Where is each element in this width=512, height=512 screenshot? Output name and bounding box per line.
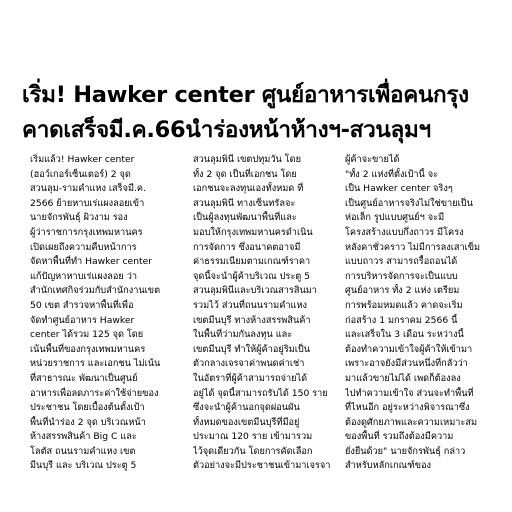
article-line: มาแล้วขายไม่ได้ เพดก็ต้องลง — [345, 372, 461, 384]
article-line: เพราะอาจยังมีส่วนหนึ่งที่กลัวว่า — [345, 358, 468, 370]
article-line: โครงสร้างแบบกึ่งถาวร มีโครง — [345, 226, 464, 238]
article-line: ในพื้นที่ว่ามกันลงทุน และ — [193, 329, 293, 341]
headline-line-2: คาดเสร็จมี.ค.66นำร่องหน้าห้างฯ-สวนลุมฯ — [22, 117, 431, 143]
article-line: ซึ่งจะนำผู้ค้านอกจุดผ่อนผัน — [193, 402, 300, 414]
article-line: ทั้ง 2 จุด เป็นที่เอกชน โดย — [193, 168, 297, 180]
article-line: โลตัส ถนนรามคำแหง เขต — [30, 445, 136, 457]
article-line: แบบถาวร สามารถรื้อถอนได้ — [345, 256, 458, 268]
article-line: หลังคาชั่วคราว ไม่มีการลงเสาเข็ม — [345, 241, 481, 253]
article-line: center ได้รวม 125 จุด โดย — [30, 329, 144, 341]
article-line: หน่วยราชการ และเอกชน ไม่เน้น — [30, 358, 161, 370]
article-line: เน้นพื้นที่ของกรุงเทพมหานคร — [30, 343, 146, 355]
article-line: อยู่ได้ จุดนี้สามารถรับได้ 150 ราย — [193, 387, 328, 399]
article-line: เปิดเผยถึงความคืบหน้าการ — [30, 241, 137, 253]
article-line: สำนักเทศกิจร่วมกับสำนักงานเขต — [30, 285, 161, 297]
article-line: เอกชนจะลงทุนเองทั้งหมด ที่ — [193, 183, 304, 195]
article-line: 2566 ย้ายหาบเร่แผงลอยเข้า — [30, 197, 145, 209]
article-line: เป็น Hawker center จริงๆ — [345, 183, 453, 195]
article-line: ห่อเล็ก รูปแบบศูนย์ฯ จะมี — [345, 212, 445, 224]
article-line: จุดนี้จะนำผู้ค้าบริเวณ ประตู 5 — [193, 270, 311, 282]
article-line: สวนลุมพินี เขตปทุมวัน โดย — [193, 154, 301, 165]
article-line: ผู้ค้าจะขายได้ — [345, 154, 400, 165]
article-line: แก้ปัญหาหาบเร่แผงลอย ว่า — [30, 270, 138, 282]
article-line: มีนบุรี และ บริเวณ ประตู 5 — [30, 460, 137, 472]
article-column-1 — [30, 153, 192, 474]
headline — [22, 78, 492, 148]
article-line: การบริหารจัดการจะเป็นแบบ — [345, 270, 458, 282]
article-line: จัดทำศูนย์อาหาร Hawker — [30, 314, 135, 326]
article-line: ห้างสรรพสินค้า Big C และ — [30, 431, 137, 443]
article-line: จัดหาพื้นที่ทำ Hawker center — [30, 256, 153, 268]
article-line: เป็นผู้ลงทุนพัฒนาพื้นที่และ — [193, 212, 297, 224]
article-line: ที่สาธารณะ พัฒนาเป็นศูนย์ — [30, 372, 138, 384]
article-line: รวมไว้ ส่วนที่ถนนรามคำแหง — [193, 299, 307, 311]
article-line: "ทั้ง 2 แห่งที่ตั้งเป้านี้ จะ — [345, 168, 439, 180]
article-line: ต้องทำความเข้าใจผู้ค้าให้เข้ามา — [345, 343, 473, 355]
article-line: ผู้ว่าราชการกรุงเทพมหานคร — [30, 226, 143, 238]
article-line: ก่อสร้าง 1 มกราคม 2566 นี้ — [345, 314, 458, 326]
article-line: การพร้อมหมดแล้ว คาดจะเริ่ม — [345, 299, 463, 311]
article-line: ต้องดูศักยภาพและความเหมาะสม — [345, 416, 478, 428]
article-line: เริ่มแล้ว! Hawker center — [30, 154, 135, 165]
article-line: ตัวกลางเจรจาค่าพนดค่าเช่า — [193, 358, 305, 370]
article-line: ไปทำความเข้าใจ ส่วนจะทำพื้นที่ — [345, 387, 474, 399]
article-line: ค่าธรรมเนียมตามเกณฑ์ราคา — [193, 256, 311, 268]
headline-line-1: เริ่ม! Hawker center ศูนย์อาหารเพื่อคนกรุง — [22, 82, 469, 108]
article-line: ประมาณ 120 ราย เข้ามารวม — [193, 431, 313, 443]
article-line: พื้นที่นำร่อง 2 จุด บริเวณหน้า — [30, 416, 146, 428]
article-line: ยั่งยืนด้วย" นายจักรพันธุ์ กล่าว — [345, 445, 466, 457]
article-line: อาหารเพื่อลดภาระค่าใช้จ่ายของ — [30, 387, 159, 399]
article-line: มอบให้กรุงเทพมหานครดำเนิน — [193, 226, 313, 238]
article-line: เขตมีนบุรี ทางห้างสรรพสินค้า — [193, 314, 311, 326]
article-line: ศูนย์อาหาร ทั้ง 2 แห่ง เตรียม — [345, 285, 460, 297]
article-line: ประชาชน โดยเบื้องต้นตั้งเป้า — [30, 402, 145, 414]
article-column-2 — [193, 153, 355, 474]
article-line: นายจักรพันธุ์ ผิวงาม รอง — [30, 212, 128, 224]
article-line: เขตมีนบุรี ทำให้ผู้ค้าอยู่ริมเป็น — [193, 343, 311, 355]
article-line: การจัดการ ซึ่งอนาคตอาจมี — [193, 241, 301, 253]
article-line: ทั้งหมดของเขตมีนบุรีที่มีอยู่ — [193, 416, 300, 428]
article-line: และเสร็จใน 3 เดือน ระหว่างนี้ — [345, 329, 464, 341]
article-column-3 — [345, 153, 495, 474]
article-line: 50 เขต สำรวจหาพื้นที่เพื่อ — [30, 299, 134, 311]
article-line: สำหรับหลักเกณฑ์ของ — [345, 460, 431, 472]
article-line: (ฮอว์เกอร์เซ็นเตอร์) 2 จุด — [30, 168, 131, 180]
article-line: สวนลุมพินี ทางเซ็นทรัลจะ — [193, 197, 296, 209]
article-line: ในอัตราที่ผู้ค้าสามารถจ่ายได้ — [193, 372, 308, 384]
article-line: เป็นศูนย์อาหารจริงไม่ใช่ขายเป็น — [345, 197, 473, 209]
article-line: ที่ไหนอีก อยู่ระหว่างพิจารณาซึ่ง — [345, 402, 470, 414]
article-line: ตัวอย่างจะมีประชาชนเข้ามาเจรจา — [193, 460, 331, 472]
article-line: ไว้จุดเดียวกัน โดยการคัดเลือก — [193, 445, 313, 457]
article-line: ของพื้นที่ รวมถึงต้องมีความ — [345, 431, 454, 443]
article-line: สวนลุมพินีและบริเวณสารสินมา — [193, 285, 317, 297]
article-line: สวนลุม-รามคำแหง เสร็จมี.ค. — [30, 183, 146, 195]
